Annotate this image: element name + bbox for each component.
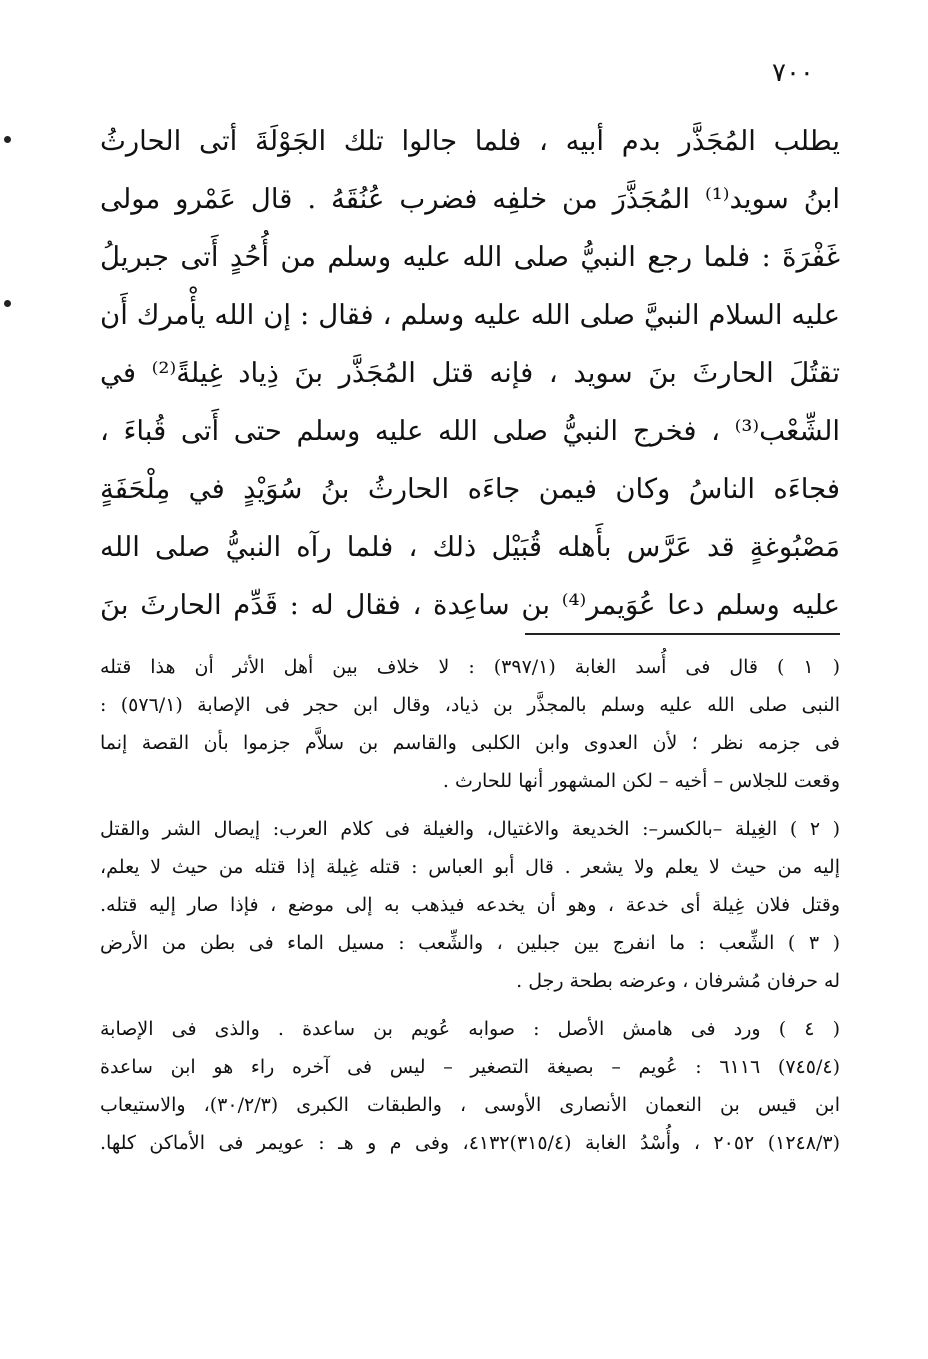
body-line: مَصْبُوغةٍ قد عَرَّس بأَهله قُبَيْل ذلك ، فلما رآه النبيُّ صلى الله [100,531,840,563]
margin-mark-middle [4,300,11,307]
footnote-1 [100,648,840,800]
footnote-line: له حرفان مُشرفان ، وعرضه بطحة رجل . [516,970,840,992]
footnote-line: إليه من حيث لا يعلم ولا يشعر . قال أبو العباس : قتله غِيلة إذا قتله من حيث لا يعلم، [100,856,840,878]
footnote-gap [100,1000,840,1010]
body-line: تقتُلَ الحارثَ بنَ سويد ، فإنه قتل المُجَذَّر بنَ ذِياد غِيلةً⁽²⁾ في [100,357,840,389]
body-line: يطلب المُجَذَّر بدم أبيه ، فلما جالوا تلك الجَوْلَةَ أتى الحارثُ [100,125,840,157]
footnote-line: وقتل فلان غِيلة أى خدعة ، وهو أن يخدعه فيذهب به إلى موضع ، فإذا صار إليه قتله. [100,894,840,916]
footnote-2 [100,810,840,924]
footnote-line: ( ٢ ) الغِيلة –بالكسر–: الخديعة والاغتيال، والغيلة فى كلام العرب: إيصال الشر والقتل [100,818,840,840]
body-line: عليه السلام النبيَّ صلى الله عليه وسلم ، فقال : إن الله يأْمرك أَن [100,299,840,331]
footnote-line: ابن قيس بن النعمان الأنصارى الأوسى ، والطبقات الكبرى (٣٠/٢/٣)، والاستيعاب [100,1094,840,1116]
footnote-line: (٧٤٥/٤) ٦١١٦ : عُويم – بصيغة التصغير – ليس فى آخره راء هو ابن ساعدة [100,1056,840,1078]
footnote-line: ( ٤ ) ورد فى هامش الأصل : صوابه عُويم بن ساعدة . والذى فى الإصابة [100,1018,840,1040]
footnote-line: النبى صلى الله عليه وسلم بالمجذَّر بن ذياد، وقال ابن حجر فى الإصابة (٥٧٦/١) : [100,694,840,716]
body-line: فجاءَه الناسُ وكان فيمن جاءَه الحارثُ بنُ سُوَيْدٍ في مِلْحَفَةٍ [100,473,840,505]
footnote-line: ( ١ ) قال فى أُسد الغابة (٣٩٧/١) : لا خلاف بين أهل الأثر أن هذا قتله [100,656,840,678]
footnote-line: (١٢٤٨/٣) ٢٠٥٢ ، وأُسْدُ الغابة (٣١٥/٤)٤١٣٢، وفى م و هـ : عويمر فى الأماكن كلها. [100,1132,840,1154]
footnote-line: فى جزمه نظر ؛ لأن العدوى وابن الكلبى والقاسم بن سلاَّم جزموا بأن القصة إنما [100,732,840,754]
main-body-text [100,112,840,634]
footnote-line: ( ٣ ) الشِّعب : ما انفرج بين جبلين ، والشِّعب : مسيل الماء فى بطن من الأرض [100,932,840,954]
body-line: غَفْرَةَ : فلما رجع النبيُّ صلى الله عليه وسلم من أُحُدٍ أَتى جبريلُ [100,241,840,273]
footnotes [100,648,840,1162]
footnote-4 [100,1010,840,1162]
footnote-3 [100,924,840,1000]
body-line: عليه وسلم دعا عُوَيمر⁽⁴⁾ بن ساعِدة ، فقال له : قَدِّم الحارثَ بنَ [100,589,840,621]
page-number: ٧٠٠ [772,58,814,88]
footnote-line: وقعت للجلاس – أخيه – لكن المشهور أنها للحارث . [442,770,840,792]
margin-mark-top [4,136,11,143]
footnote-gap [100,800,840,810]
body-line: ابنُ سويد⁽¹⁾ المُجَذَّرَ من خلفِه فضرب عُنُقَهُ . قال عَمْرو مولى [100,183,840,215]
body-line: الشِّعْب⁽³⁾ ، فخرج النبيُّ صلى الله عليه وسلم حتى أَتى قُباءَ ، [100,415,840,447]
footnote-separator [525,633,840,635]
